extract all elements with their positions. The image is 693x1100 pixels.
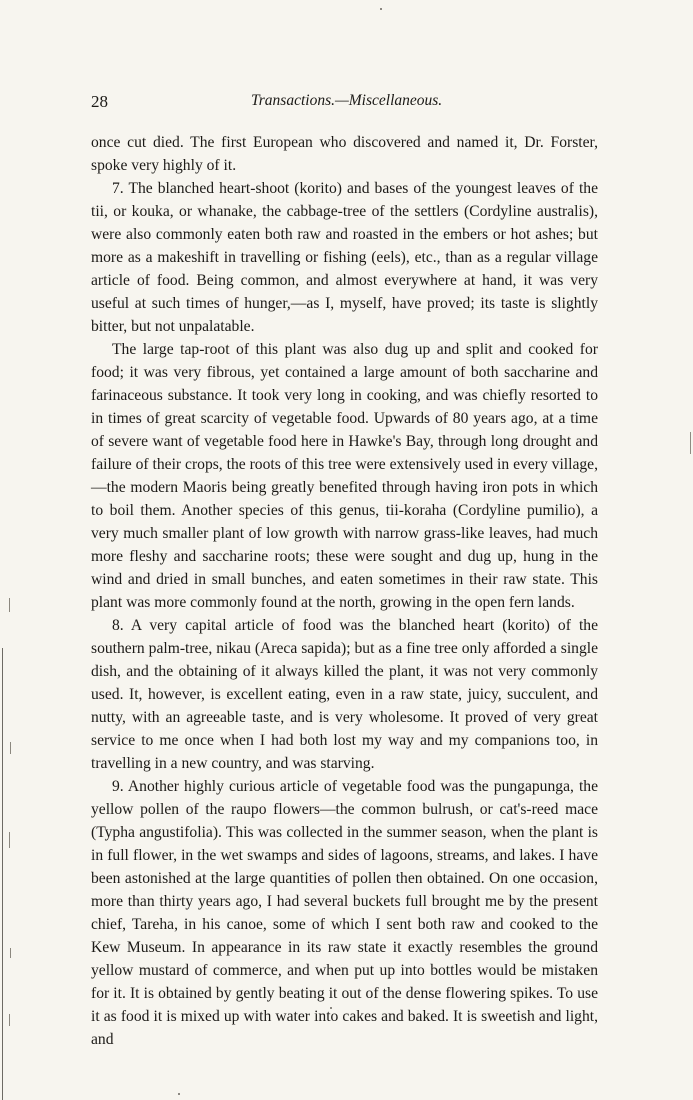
page-header xyxy=(91,92,600,118)
scan-margin-mark xyxy=(10,742,11,754)
paragraph-item-9: 9. Another highly curious article of vegetable food was the pungapunga, the yellow pollen of the raupo flowers—the common bulrush, or cat's-reed mace (Typha angustifolia). This was collected in the summer season, when the plant is in full flower, in the wet swamps and sides of lagoons, streams, and lakes. I have been astonished at the large quantities of pollen then obtained. On one occasion, more than thirty years ago, I had several buckets full brought me by the present chief, Tareha, in his canoe, some of which I sent both raw and cooked to the Kew Museum. In appearance in its raw state it exactly resembles the ground yellow mustard of commerce, and when put up into bottles would be mistaken for it. It is obtained by gently beating it out of the dense flowering spikes. To use it as food it is mixed up with water into cakes and baked. It is sweetish and light, and xyxy=(91,778,598,1048)
scan-margin-mark xyxy=(9,1014,10,1026)
scan-margin-mark xyxy=(9,598,10,612)
body-text xyxy=(91,131,598,1051)
paragraph-item-8: 8. A very capital article of food was the blanched heart (korito) of the southern palm-tree, nikau (Areca sapida); but as a fine tree only afforded a single dish, and the obtaining of it always killed the plant, it was not very commonly used. It, however, is excellent eating, even in a raw state, juicy, succulent, and nutty, with an agreeable taste, and is very wholesome. It proved of very great service to me once when I had both lost my way and my companions too, in travelling in a new country, and was starving. xyxy=(91,617,598,772)
scan-margin-mark xyxy=(9,832,10,848)
scan-speck xyxy=(380,8,382,10)
scan-speck xyxy=(178,1093,180,1095)
scan-margin-mark xyxy=(10,948,11,958)
page-number: 28 xyxy=(91,92,108,111)
scan-margin-line xyxy=(2,648,3,1100)
paragraph-tap-root: The large tap-root of this plant was also dug up and split and cooked for food; it was very fibrous, yet contained a large amount of both saccharine and farinaceous substance. It took very long in cooking, and was chiefly resorted to in times of great scarcity of vegetable food. Upwards of 80 years ago, at a time of severe want of vegetable food here in Hawke's Bay, through long drought and failure of their crops, the roots of this tree were extensively used in every village,—the modern Maoris being greatly benefited through having iron pots in which to boil them. Another species of this genus, tii-koraha (Cordyline pumilio), a very much smaller plant of low growth with narrow grass-like leaves, had much more fleshy and saccharine roots; these were sought and dug up, hung in the wind and dried in small bunches, and eaten sometimes in their raw state. This plant was more commonly found at the north, growing in the open fern lands. xyxy=(91,341,598,611)
running-head: Transactions.—Miscellaneous. xyxy=(251,92,443,109)
scan-edge-mark xyxy=(690,432,691,454)
paragraph-item-7: 7. The blanched heart-shoot (korito) and bases of the youngest leaves of the tii, or kouka, or whanake, the cabbage-tree of the settlers (Cordyline australis), were also commonly eaten both raw and roasted in the embers or hot ashes; but more as a makeshift in travelling or fishing (eels), etc., than as a regular village article of food. Being common, and almost everywhere at hand, it was very useful at such times of hunger,—as I, myself, have proved; its taste is slightly bitter, but not unpalatable. xyxy=(91,180,598,335)
paragraph-continuation: once cut died. The first European who discovered and named it, Dr. Forster, spoke very highly of it. xyxy=(91,134,598,174)
